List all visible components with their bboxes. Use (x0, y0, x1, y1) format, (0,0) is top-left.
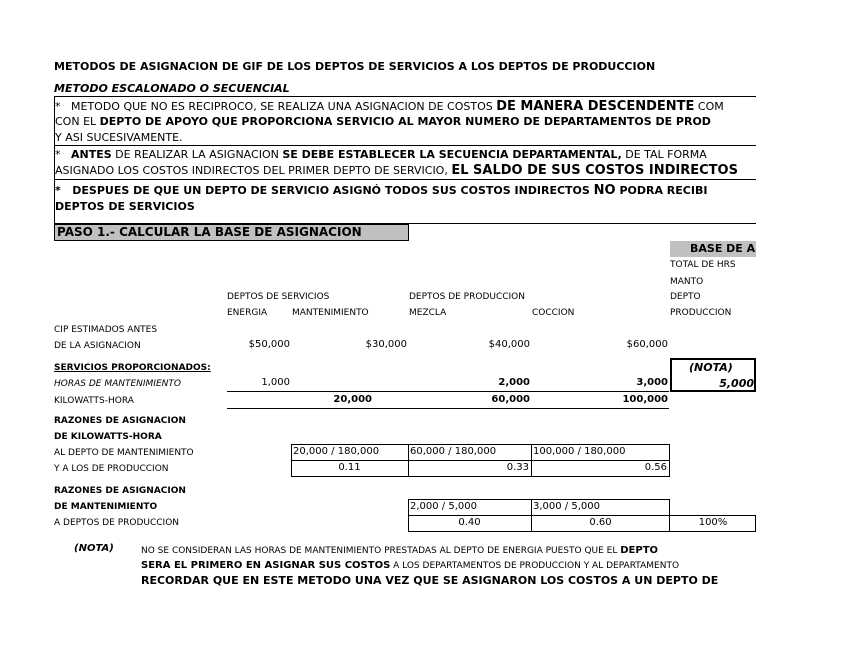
manto-ratio-coccion: 0.60 (589, 517, 612, 528)
text: DEPTO (620, 545, 659, 556)
bullet-star: * (55, 100, 61, 113)
base-sub-2: MANTO (670, 277, 704, 287)
cip-mezcla: $40,000 (488, 339, 530, 350)
page-subtitle: METODO ESCALONADO O SECUENCIAL (54, 82, 290, 95)
kw-ratio-coccion: 0.56 (644, 462, 667, 473)
group-produccion: DEPTOS DE PRODUCCION (409, 292, 525, 302)
text: DESPUES DE QUE UN DEPTO DE SERVICIO ASIGNÓ TODOS SUS COSTOS INDIRECTOS (72, 184, 594, 197)
nota-label: (NOTA) (74, 543, 114, 554)
base-sub-1: TOTAL DE HRS (670, 260, 736, 270)
divider (54, 179, 756, 180)
bullet-2-line-2 (55, 163, 738, 178)
paso-1-header (54, 224, 409, 241)
col-mantenimiento: MANTENIMIENTO (292, 308, 369, 318)
horas-energia: 1,000 (261, 377, 290, 388)
divider (54, 96, 756, 97)
cip-label-1: CIP ESTIMADOS ANTES (54, 325, 158, 335)
text: NO SE CONSIDERAN LAS HORAS DE MANTENIMIENTO PRESTADAS AL DEPTO DE ENERGIA PUESTO QUE EL (141, 546, 621, 556)
razones-manto-title-2: DE MANTENIMIENTO (54, 502, 158, 512)
bullet-1-line-3: Y ASI SUCESIVAMENTE. (55, 131, 183, 144)
text: ASIGNADO LOS COSTOS INDIRECTOS DEL PRIMER DEPTO DE SERVICIO, (55, 164, 452, 177)
cip-coccion: $60,000 (626, 339, 668, 350)
kw-fraction-mantenimiento: 20,000 / 180,000 (293, 446, 380, 457)
text: DE TAL FORMA (621, 148, 707, 161)
page-title: METODOS DE ASIGNACION DE GIF DE LOS DEPTOS DE SERVICIOS A LOS DEPTOS DE PRODUCCION (54, 60, 656, 73)
base-sub-4: PRODUCCION (670, 308, 732, 318)
text: SERA EL PRIMERO EN ASIGNAR SUS COSTOS (141, 560, 391, 571)
kw-coccion: 100,000 (622, 394, 668, 405)
horas-coccion: 3,000 (636, 377, 668, 388)
kw-ratio-mezcla: 0.33 (506, 462, 529, 473)
text: EL SALDO DE SUS COSTOS INDIRECTOS (451, 163, 738, 178)
cip-label-2: DE LA ASIGNACION (54, 341, 141, 351)
nota-line-1 (141, 545, 658, 556)
kw-label: KILOWATTS-HORA (54, 396, 134, 406)
horas-total: 5,000 (719, 377, 754, 390)
kw-mezcla: 60,000 (491, 394, 530, 405)
base-sub-3: DEPTO (670, 292, 701, 302)
text: DEPTO DE APOYO QUE PROPORCIONA SERVICIO AL MAYOR NUMERO DE DEPARTAMENTOS DE PROD (99, 115, 711, 128)
text: CON EL (55, 115, 100, 128)
text: ANTES (71, 148, 112, 161)
cip-energia: $50,000 (248, 339, 290, 350)
razones-kw-title-1: RAZONES DE ASIGNACION (54, 416, 186, 426)
divider (669, 531, 756, 532)
razones-manto-label: A DEPTOS DE PRODUCCION (54, 518, 180, 528)
horas-mezcla: 2,000 (498, 377, 530, 388)
razones-manto-title-1: RAZONES DE ASIGNACION (54, 486, 186, 496)
razones-kw-label-1: AL DEPTO DE MANTENIMIENTO (54, 448, 194, 458)
servicios-label: SERVICIOS PROPORCIONADOS: (54, 363, 211, 373)
nota-line-3: RECORDAR QUE EN ESTE METODO UNA VEZ QUE SE ASIGNARON LOS COSTOS A UN DEPTO DE (141, 574, 719, 587)
manto-fraction-coccion: 3,000 / 5,000 (533, 501, 600, 512)
razones-kw-title-2: DE KILOWATTS-HORA (54, 432, 162, 442)
kw-mantenimiento: 20,000 (333, 394, 372, 405)
manto-fraction-mezcla: 2,000 / 5,000 (410, 501, 477, 512)
divider (291, 460, 670, 461)
text: METODO QUE NO ES RECIPROCO, SE REALIZA UNA ASIGNACION DE COSTOS (71, 100, 497, 113)
kw-ratio-mantenimiento: 0.11 (338, 462, 361, 473)
text: DE REALIZAR LA ASIGNACION (111, 148, 283, 161)
horas-label: HORAS DE MANTENIMIENTO (54, 379, 181, 389)
bullet-3-line-2: DEPTOS DE SERVICIOS (55, 200, 195, 213)
kw-fraction-coccion: 100,000 / 180,000 (533, 446, 626, 457)
manto-ratio-total: 100% (698, 517, 728, 528)
bullet-3-line-1 (55, 183, 707, 198)
bullet-star: * (55, 184, 61, 197)
bullet-star: * (55, 148, 61, 161)
text: SE DEBE ESTABLECER LA SECUENCIA DEPARTAMENTAL, (282, 148, 622, 161)
text: (NOTA) (689, 361, 733, 374)
divider (54, 145, 756, 146)
text: NO (593, 183, 616, 198)
divider (408, 515, 756, 516)
razones-kw-label-2: Y A LOS DE PRODUCCION (54, 464, 169, 474)
kw-fraction-mezcla: 60,000 / 180,000 (410, 446, 497, 457)
nota-line-2 (141, 560, 679, 571)
nota-box (670, 358, 756, 392)
base-header: BASE DE A (670, 241, 756, 257)
col-energia: ENERGIA (227, 308, 268, 318)
divider (227, 391, 669, 392)
text: PODRA RECIBI (615, 184, 708, 197)
col-mezcla: MEZCLA (409, 308, 447, 318)
col-coccion: COCCION (532, 308, 575, 318)
bullet-2-line-1 (55, 148, 707, 161)
manto-ratio-mezcla: 0.40 (458, 517, 481, 528)
bullet-1-line-1 (55, 99, 724, 114)
text: A LOS DEPARTAMENTOS DE PRODUCCION Y AL DEPARTAMENTO (390, 561, 680, 571)
text: DE MANERA DESCENDENTE (496, 99, 695, 114)
cip-mantenimiento: $30,000 (365, 339, 407, 350)
divider (227, 408, 669, 409)
group-servicios: DEPTOS DE SERVICIOS (227, 292, 330, 302)
bullet-1-line-2 (55, 115, 711, 128)
text: COM (694, 100, 724, 113)
text: PASO 1.- CALCULAR LA BASE DE ASIGNACION (57, 225, 362, 239)
